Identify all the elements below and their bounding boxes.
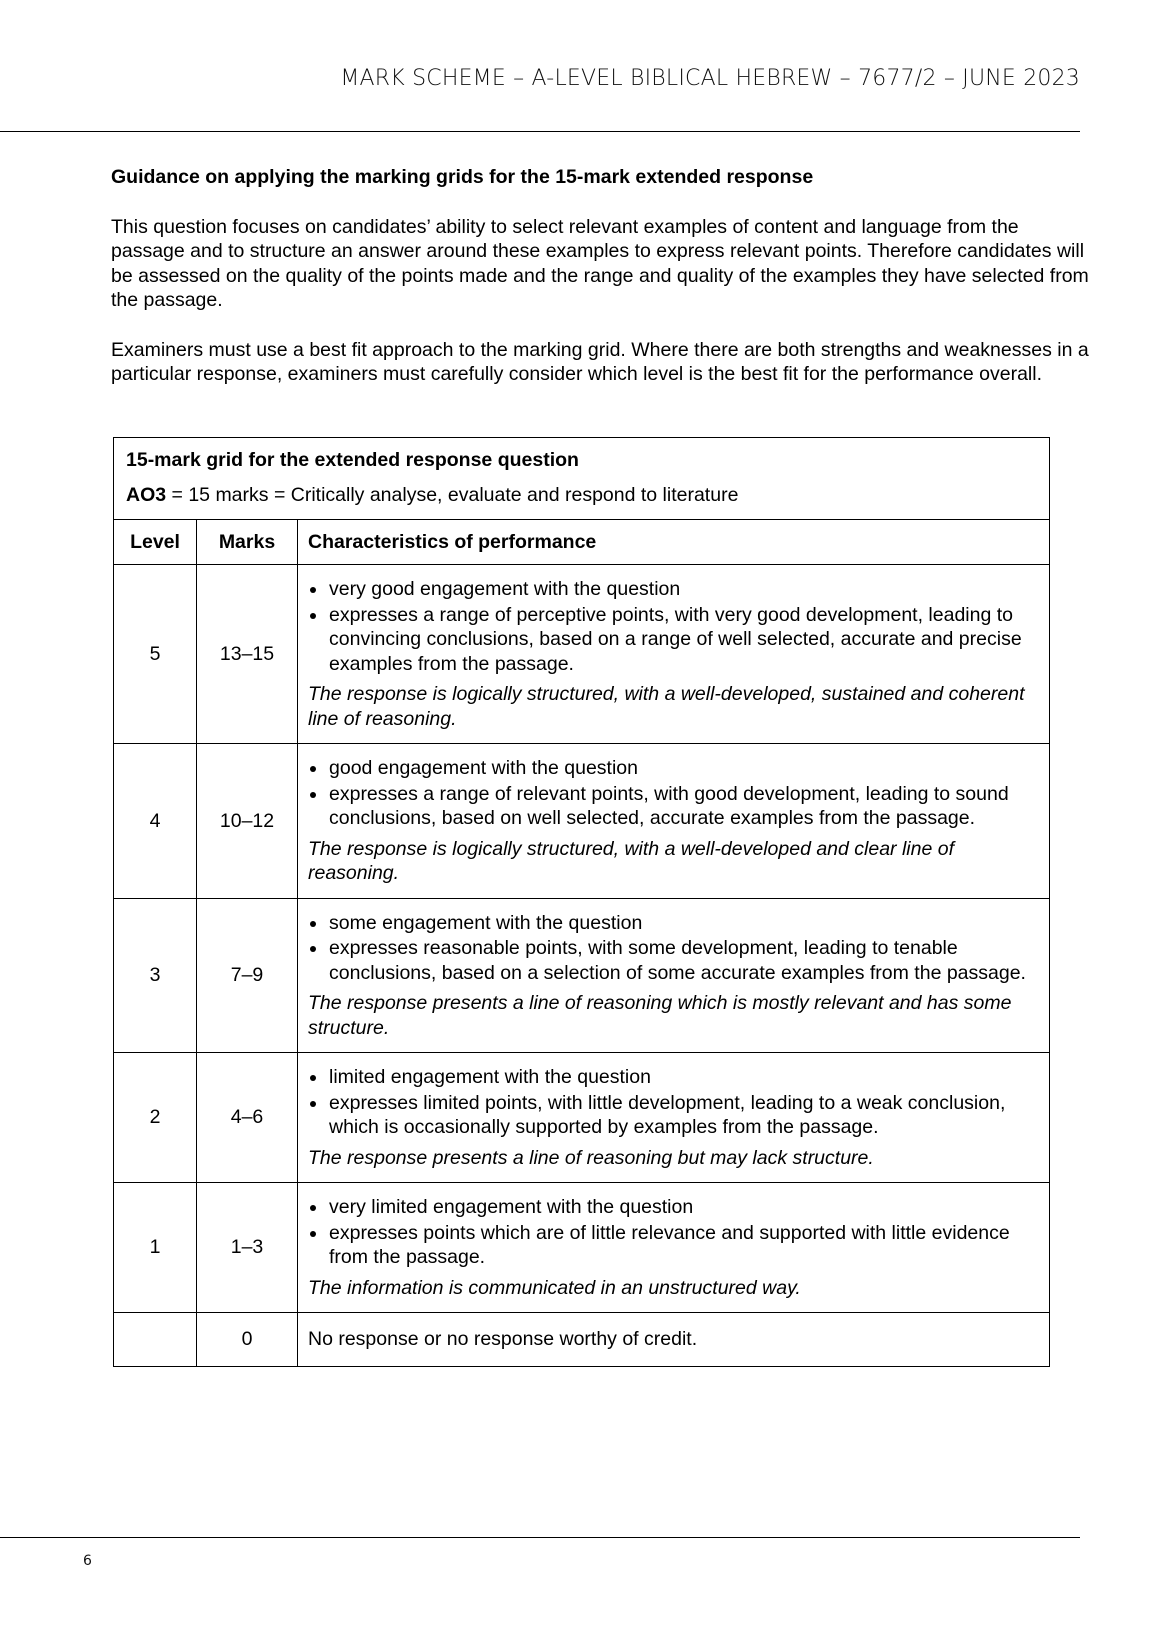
characteristics-cell: [298, 565, 1050, 744]
criteria-item: expresses a range of perceptive points, with very good development, leading to convincing conclusions, based on a range of well selected, accurate and precise examples from the passage.: [308, 603, 1041, 677]
characteristics-cell: [298, 898, 1050, 1053]
characteristics-cell: [298, 1053, 1050, 1183]
level-cell: 2: [114, 1053, 197, 1183]
marks-cell: 13–15: [197, 565, 298, 744]
guidance-heading: Guidance on applying the marking grids for the 15-mark extended response: [111, 166, 814, 188]
structure-summary: The response presents a line of reasoning but may lack structure.: [308, 1146, 874, 1169]
criteria-item: expresses limited points, with little development, leading to a weak conclusion, which is occasionally supported by examples from the passage.: [308, 1091, 1041, 1140]
structure-summary: The information is communicated in an unstructured way.: [308, 1276, 801, 1299]
structure-summary: The response presents a line of reasoning which is mostly relevant and has some structure.: [308, 992, 1012, 1039]
grid-row-level-2: [114, 1053, 1050, 1183]
marks-cell: 7–9: [197, 898, 298, 1053]
characteristics-cell: No response or no response worthy of credit.: [298, 1313, 1050, 1367]
marks-cell: 10–12: [197, 744, 298, 899]
criteria-list: [308, 1195, 1041, 1270]
criteria-item: very limited engagement with the question: [308, 1195, 1041, 1220]
marks-cell: 1–3: [197, 1183, 298, 1313]
header-divider: [0, 131, 1080, 132]
marks-cell: 0: [197, 1313, 298, 1367]
guidance-paragraph-best-fit: Examiners must use a best fit approach to the marking grid. Where there are both strengths and weaknesses in a particular response, examiners must carefully consider which level is the best fit for the performance overall.: [111, 338, 1089, 385]
criteria-list: [308, 911, 1041, 986]
structure-summary: The response is logically structured, with a well-developed, sustained and coherent line of reasoning.: [308, 683, 1025, 730]
column-header-row: [114, 520, 1050, 565]
criteria-item: some engagement with the question: [308, 911, 1041, 936]
criteria-item: limited engagement with the question: [308, 1065, 1041, 1090]
column-header-characteristics: Characteristics of performance: [298, 520, 1050, 565]
grid-row-level-1: [114, 1183, 1050, 1313]
criteria-list: [308, 756, 1041, 831]
criteria-item: expresses reasonable points, with some development, leading to tenable conclusions, based on a selection of some accurate examples from the passage.: [308, 936, 1041, 985]
ao-description: = 15 marks = Critically analyse, evaluate and respond to literature: [166, 483, 739, 506]
ao-label: AO3: [126, 483, 167, 506]
level-cell: 5: [114, 565, 197, 744]
criteria-item: expresses a range of relevant points, with good development, leading to sound conclusions, based on well selected, accurate examples from the passage.: [308, 782, 1041, 831]
level-cell: 3: [114, 898, 197, 1053]
characteristics-cell: [298, 744, 1050, 899]
guidance-paragraph-focus: This question focuses on candidates’ ability to select relevant examples of content and language from the passage and to structure an answer around these examples to express relevant points. Therefore candidates will be assessed on the quality of the points made and the range and quality of the examples they have selected from the passage.: [111, 215, 1089, 311]
grid-row-level-5: [114, 565, 1050, 744]
level-cell: 1: [114, 1183, 197, 1313]
page-number: 6: [83, 1553, 92, 1569]
criteria-item: good engagement with the question: [308, 756, 1041, 781]
structure-summary: The response is logically structured, with a well-developed and clear line of reasoning.: [308, 837, 955, 884]
assessment-objective: [126, 483, 1037, 508]
criteria-list: [308, 1065, 1041, 1140]
grid-row-level-3: [114, 898, 1050, 1053]
criteria-list: [308, 577, 1041, 676]
characteristics-cell: [298, 1183, 1050, 1313]
grid-title-cell: [114, 438, 1050, 520]
criteria-item: expresses points which are of little relevance and supported with little evidence from the passage.: [308, 1221, 1041, 1270]
marks-cell: 4–6: [197, 1053, 298, 1183]
grid-row-level-4: [114, 744, 1050, 899]
guidance-section: [111, 165, 1091, 412]
grid-row-zero: [114, 1313, 1050, 1367]
grid-title: 15-mark grid for the extended response question: [126, 449, 579, 471]
level-cell: 4: [114, 744, 197, 899]
level-cell: [114, 1313, 197, 1367]
footer-divider: [0, 1537, 1080, 1538]
column-header-level: Level: [114, 520, 197, 565]
marking-grid: [113, 437, 1050, 1367]
criteria-item: very good engagement with the question: [308, 577, 1041, 602]
column-header-marks: Marks: [197, 520, 298, 565]
running-header: MARK SCHEME – A-LEVEL BIBLICAL HEBREW – 7677/2 – JUNE 2023: [340, 66, 1080, 91]
